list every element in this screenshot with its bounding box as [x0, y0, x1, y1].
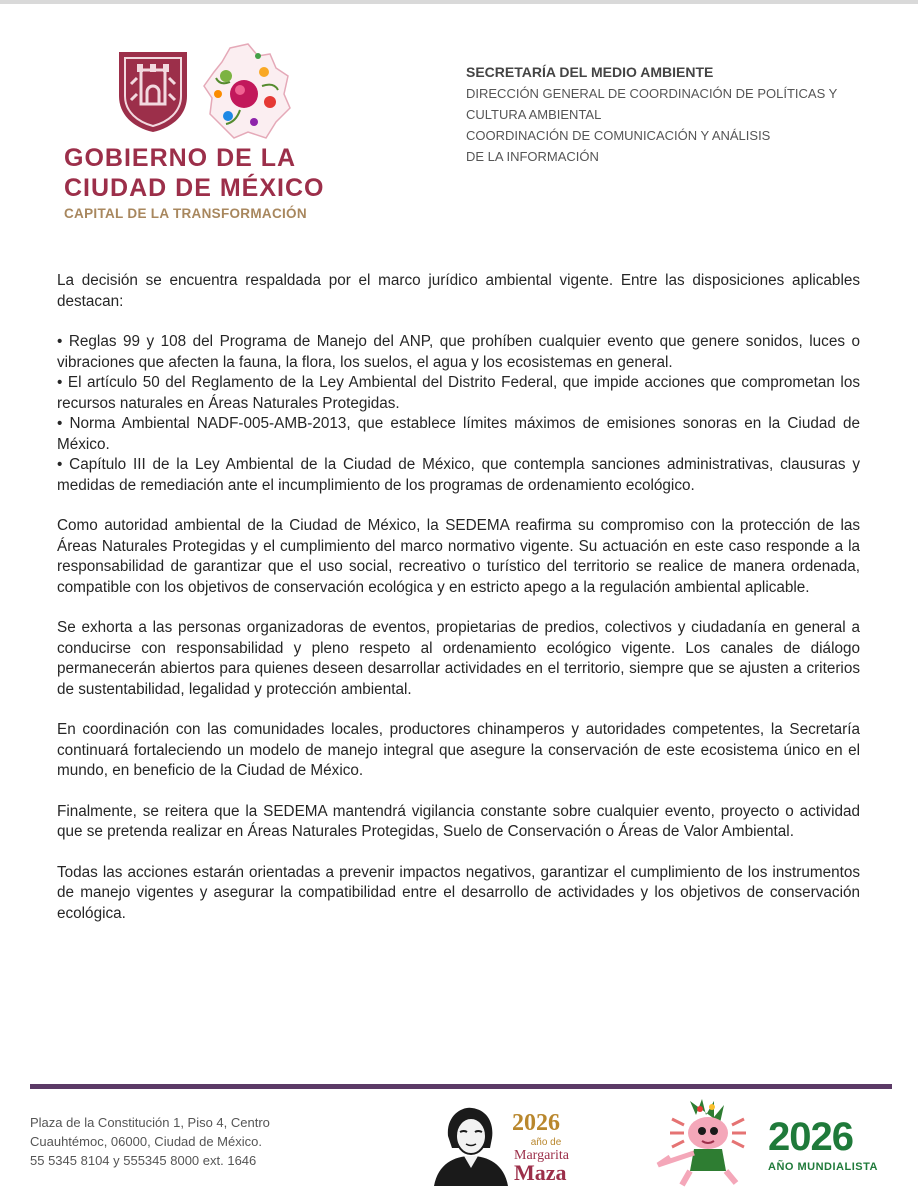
cdmx-floral-map-icon	[200, 42, 295, 142]
document-body	[57, 271, 860, 924]
gov-logo-tagline: CAPITAL DE LA TRANSFORMACIÓN	[64, 206, 307, 221]
secretaria-line: DE LA INFORMACIÓN	[466, 149, 599, 164]
margarita-name-last: Maza	[514, 1160, 567, 1185]
margarita-maza-logo	[430, 1100, 580, 1186]
address-line: Plaza de la Constitución 1, Piso 4, Centro	[30, 1115, 270, 1130]
secretaria-line: COORDINACIÓN DE COMUNICACIÓN Y ANÁLISIS	[466, 128, 771, 143]
secretaria-line: DIRECCIÓN GENERAL DE COORDINACIÓN DE POLÍTICAS Y	[466, 86, 838, 101]
secretaria-title: SECRETARÍA DEL MEDIO AMBIENTE	[466, 64, 714, 80]
mundialista-label: AÑO MUNDIALISTA	[768, 1161, 878, 1173]
margarita-sub: año de	[530, 1137, 562, 1148]
footer-divider	[30, 1084, 892, 1089]
bullet-item: • Capítulo III de la Ley Ambiental de la Ciudad de México, que contempla sanciones administrativas, clausuras y medidas de remediación ante el incumplimiento de los programas de ordenamiento ecológico.	[57, 456, 860, 494]
body-paragraph: En coordinación con las comunidades locales, productores chinamperos y autoridades competentes, la Secretaría continuará fortaleciendo un modelo de manejo integral que asegure la conservación de este ecosistema único en el mundo, en beneficio de la Ciudad de México.	[57, 721, 860, 779]
margarita-year: 2026	[512, 1110, 560, 1136]
gov-logo-line2: CIUDAD DE MÉXICO	[64, 174, 325, 202]
cdmx-shield-icon	[115, 48, 191, 134]
margarita-name-first: Margarita	[514, 1148, 569, 1163]
body-paragraph: Finalmente, se reitera que la SEDEMA mantendrá vigilancia constante sobre cualquier evento, proyecto o actividad que se pretenda realizar en Áreas Naturales Protegidas, Suelo de Conservación o Áreas de Valor Ambiental.	[57, 802, 860, 840]
bullet-item: • El artículo 50 del Reglamento de la Ley Ambiental del Distrito Federal, que impide acciones que comprometan los recursos naturales en Áreas Naturales Protegidas.	[57, 374, 860, 412]
axolotl-mascot-icon	[650, 1095, 765, 1187]
footer-address	[30, 1113, 270, 1170]
body-paragraph: Como autoridad ambiental de la Ciudad de México, la SEDEMA reafirma su compromiso con la protección de las Áreas Naturales Protegidas y el cumplimiento del marco normativo vigente. Su actuación en este caso responde a la responsabilidad de garantizar que el uso social, recreativo o turístico del territorio se realice de manera ordenada, compatible con los objetivos de conservación ecológica y en estricto apego a la regulación ambiental aplicable.	[57, 517, 860, 596]
ano-mundialista-logo	[650, 1095, 900, 1185]
mundialista-year: 2026	[768, 1115, 853, 1159]
top-border	[0, 0, 918, 4]
body-paragraph: Se exhorta a las personas organizadoras de eventos, propietarias de predios, colectivos y ciudadanía en general a conducirse con responsabilidad y pleno respeto al ordenamiento ecológico vigente. Los canales de diálogo permanecerán abiertos para quienes deseen desarrollar actividades en el territorio, siempre que se ajusten a criterios de sustentabilidad, legalidad y protección ambiental.	[57, 619, 860, 698]
secretaria-header	[466, 62, 866, 167]
secretaria-line: CULTURA AMBIENTAL	[466, 107, 602, 122]
intro-paragraph: La decisión se encuentra respaldada por el marco jurídico ambiental vigente. Entre las disposiciones aplicables destacan:	[57, 272, 860, 310]
bullet-item: • Reglas 99 y 108 del Programa de Manejo del ANP, que prohíben cualquier evento que genere sonidos, luces o vibraciones que afecten la fauna, la flora, los suelos, el agua y los ecosistemas en general.	[57, 333, 860, 371]
margarita-maza-portrait-icon	[430, 1100, 510, 1186]
gobierno-cdmx-logo	[60, 40, 330, 225]
bullet-item: • Norma Ambiental NADF-005-AMB-2013, que establece límites máximos de emisiones sonoras en la Ciudad de México.	[57, 415, 860, 453]
address-line: Cuauhtémoc, 06000, Ciudad de México.	[30, 1134, 262, 1149]
address-line: 55 5345 8104 y 555345 8000 ext. 1646	[30, 1153, 257, 1168]
gov-logo-line1: GOBIERNO DE LA	[64, 144, 297, 172]
body-paragraph: Todas las acciones estarán orientadas a prevenir impactos negativos, garantizar el cumplimiento de los instrumentos de manejo vigentes y asegurar la compatibilidad entre el desarrollo de actividades y los objetivos de conservación ecológica.	[57, 863, 860, 922]
